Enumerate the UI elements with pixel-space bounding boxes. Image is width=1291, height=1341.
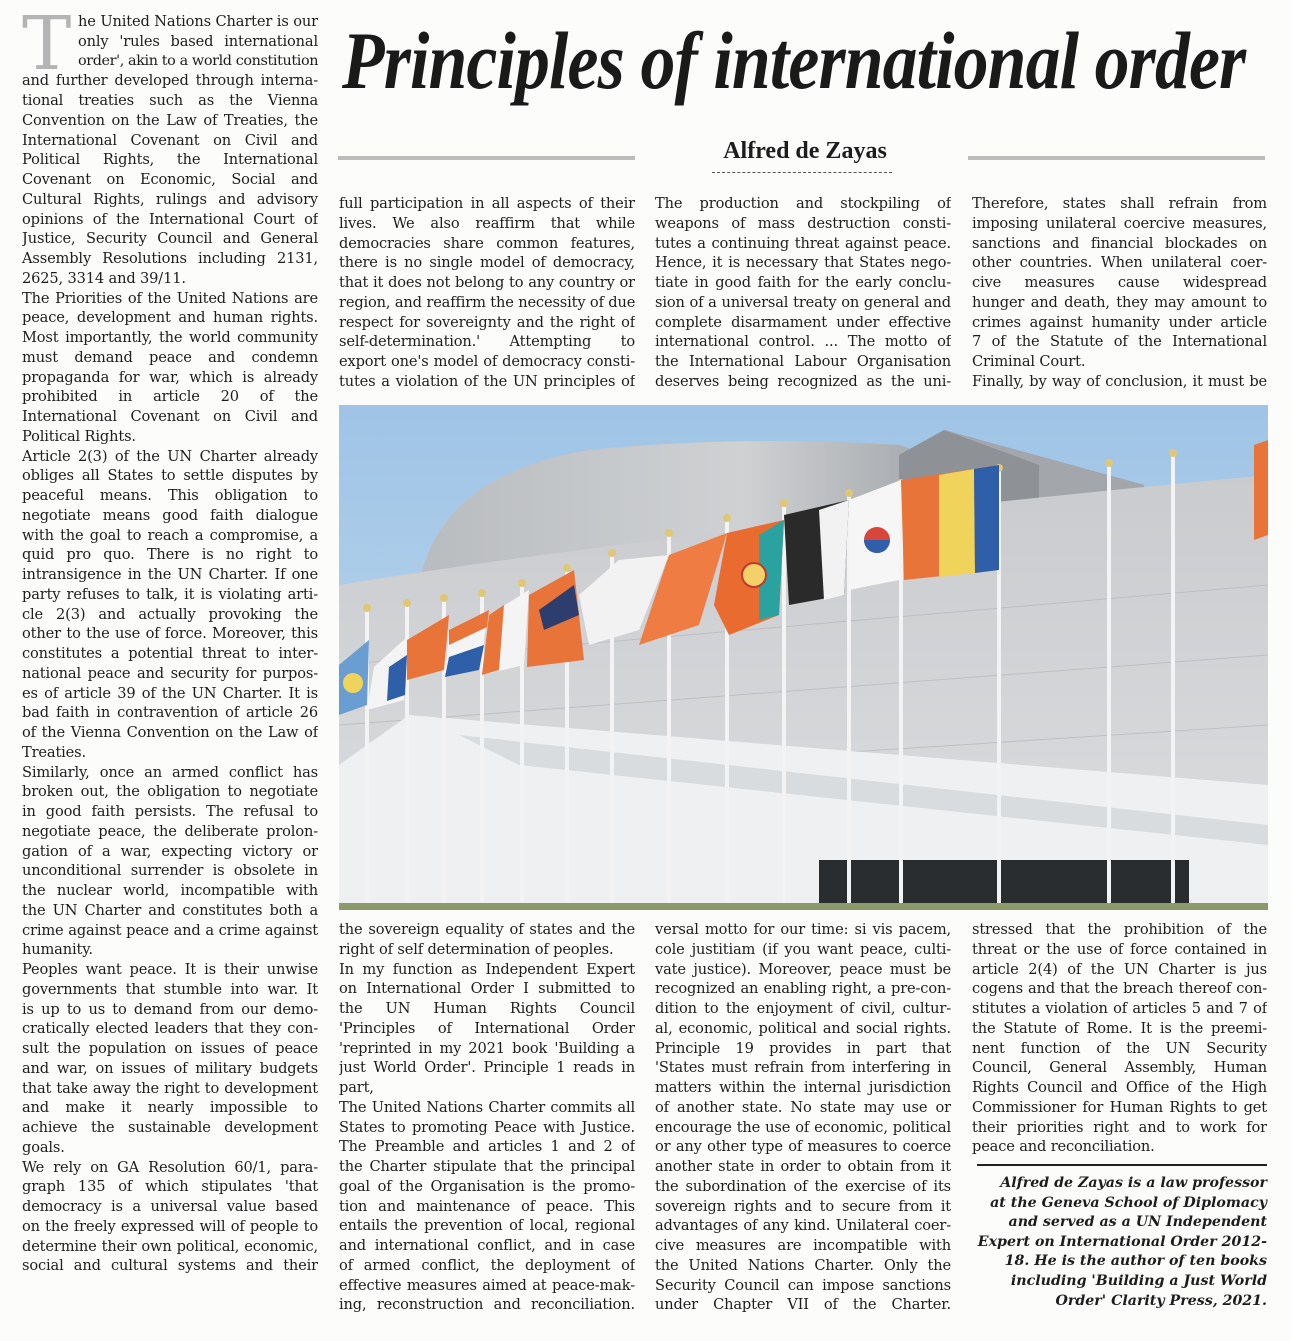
text-line: of the Vienna Convention on the Law of <box>22 724 318 741</box>
text-line: advantages of any kind. Unilateral coer- <box>655 1217 951 1235</box>
text-line: other to the use of force. Moreover, this <box>22 625 318 643</box>
text-line: and international conflict, and in case <box>339 1237 635 1254</box>
text-line: right of self determination of peoples. <box>339 940 614 958</box>
text-line: only 'rules based international <box>78 32 318 50</box>
text-line: Most importantly, the world community <box>22 329 318 346</box>
text-line: cole justitiam (if you want peace, culti- <box>655 940 951 958</box>
text-line: article 2(4) of the UN Charter is jus <box>972 960 1267 978</box>
tent-entrance <box>819 860 1189 910</box>
bio-divider <box>977 1164 1267 1166</box>
text-line: versal motto for our time: si vis pacem, <box>655 921 951 938</box>
text-line: Political Rights. <box>22 427 136 445</box>
text-line: in good faith persists. The refusal to <box>22 803 318 820</box>
bio-line: Order' Clarity Press, 2021. <box>1055 1292 1267 1309</box>
text-line: Similarly, once an armed conflict has <box>22 763 318 781</box>
text-line: with the goal to reach a compromise, a <box>22 526 318 544</box>
text-line: deserves being recognized as the uni- <box>655 372 951 390</box>
text-line: sovereign rights and to secure from it <box>655 1197 951 1215</box>
bio-line: 18. He is the author of ten books <box>1004 1253 1267 1270</box>
text-line: on the freely expressed will of people to <box>22 1217 318 1235</box>
text-line: 'Principles of International Order <box>339 1019 635 1037</box>
text-line: 'reprinted in my 2021 book 'Building a <box>339 1039 635 1057</box>
text-line: nent function of the UN Security <box>972 1039 1267 1057</box>
text-line: cratically elected leaders that they con- <box>22 1020 318 1038</box>
text-line: Criminal Court. <box>972 353 1086 370</box>
text-line: respect for sovereignty and the right of <box>339 313 635 331</box>
text-line: just World Order'. Principle 1 reads in <box>339 1059 635 1077</box>
text-line: unconditional surrender is obsolete in <box>22 862 318 880</box>
text-line: another state in order to obtain from it <box>655 1158 951 1175</box>
ground <box>339 903 1268 910</box>
text-line: prohibited in article 20 of the <box>22 388 318 406</box>
text-line: propaganda for war, which is already <box>22 368 318 386</box>
text-line: broken out, the obligation to negotiate <box>22 783 318 801</box>
text-line: self-determination.' Attempting to <box>339 333 635 351</box>
text-line: achieve the sustainable development <box>22 1119 318 1136</box>
text-line: order', akin to a world constitution <box>78 52 318 69</box>
text-line: party refuses to talk, it is violating arti- <box>22 585 318 603</box>
text-line: crime against peace and a crime against <box>22 921 318 939</box>
text-line: 2625, 3314 and 39/11. <box>22 269 186 287</box>
byline-rule-right <box>968 156 1265 160</box>
text-line: opinions of the International Court of <box>22 210 318 228</box>
text-line: he United Nations Charter is our <box>78 13 318 30</box>
text-line: tutes a violation of the UN principles of <box>339 372 635 390</box>
article-column-4-bottom <box>972 920 1267 1157</box>
bio-line: Alfred de Zayas is a law professor <box>1000 1175 1267 1191</box>
article-column-1 <box>22 1 318 1276</box>
text-line: goal of the Organisation is the promo- <box>339 1177 635 1195</box>
text-line: In my function as Independent Expert <box>339 960 635 978</box>
text-line: Political Rights, the International <box>22 151 318 169</box>
text-line: lives. We also reaffirm that while <box>339 214 635 232</box>
text-line: Rights Council and Office of the High <box>972 1079 1267 1096</box>
text-line: the UN Human Rights Council <box>339 1000 635 1017</box>
text-line: democracy is a universal value based <box>22 1198 318 1215</box>
text-line: tional treaties such as the Vienna <box>22 92 318 109</box>
text-line: vate justice). Moreover, peace must be <box>655 960 951 978</box>
text-line: Commissioner for Human Rights to get <box>972 1098 1267 1116</box>
headline: Principles of international order <box>342 15 1246 106</box>
text-line: national peace and security for purpos- <box>22 664 318 682</box>
photo-un-flags <box>339 405 1268 910</box>
article-column-2-top <box>339 194 635 392</box>
text-line: Justice, Security Council and General <box>22 230 318 248</box>
text-line: Assembly Resolutions including 2131, <box>22 250 318 267</box>
text-line: ing, reconstruction and reconciliation. <box>339 1296 635 1314</box>
text-line: goals. <box>22 1138 65 1156</box>
text-line: weapons of mass destruction consti- <box>655 214 951 232</box>
text-line: al, economic, political and social rights. <box>655 1019 951 1037</box>
text-line: humanity. <box>22 941 93 959</box>
photo-illustration <box>339 405 1268 910</box>
text-line: is up to us to demand from our demo- <box>22 1000 318 1018</box>
text-line: the United Nations Charter. Only the <box>655 1256 951 1274</box>
text-line: of armed conflict, the deployment of <box>339 1256 635 1274</box>
text-line: entails the prevention of local, regional <box>339 1217 635 1235</box>
text-line: democracies share common features, <box>339 234 635 252</box>
text-line: peace and reconciliation. <box>972 1138 1155 1156</box>
text-line: hunger and death, they may amount to <box>972 293 1267 311</box>
text-line: Hence, it is necessary that States nego- <box>655 254 951 272</box>
text-line: cogens and that the breach thereof con- <box>972 980 1267 998</box>
text-line: of another state. No state may use or <box>655 1098 951 1116</box>
text-line: graph 135 of which stipulates 'that <box>22 1178 318 1196</box>
text-line: bad faith in contravention of article 26 <box>22 704 318 722</box>
text-line: sult the population on issues of peace <box>22 1040 318 1057</box>
article-column-2-bottom <box>339 920 635 1315</box>
text-line: on International Order I submitted to <box>339 980 635 998</box>
text-line: The production and stockpiling of <box>655 195 951 212</box>
text-line: that it does not belong to any country or <box>339 274 635 291</box>
text-line: part, <box>339 1079 374 1096</box>
text-line: Finally, by way of conclusion, it must be <box>972 372 1267 390</box>
text-line: matters within the internal jurisdiction <box>655 1079 951 1096</box>
text-line: obliges all States to settle disputes by <box>22 467 318 485</box>
text-line: their priorities right and to work for <box>972 1118 1267 1136</box>
text-line: and further developed through interna- <box>22 72 318 90</box>
text-line: The Preamble and articles 1 and 2 of <box>339 1138 635 1156</box>
article-column-4-top <box>972 194 1267 392</box>
text-line: the nuclear world, incompatible with <box>22 882 318 899</box>
bio-line: at the Geneva School of Diplomacy <box>990 1194 1267 1211</box>
text-line: stressed that the prohibition of the <box>972 921 1267 938</box>
text-line: quid pro quo. There is no right to <box>22 546 318 564</box>
text-line: cive measures are incompatible with <box>655 1237 951 1254</box>
flag-edge <box>1254 440 1268 540</box>
text-line: that take away the right to development <box>22 1079 318 1097</box>
text-line: States to promoting Peace with Justice. <box>339 1118 635 1136</box>
text-line: Cultural Rights, rulings and advisory <box>22 190 318 208</box>
text-line: peace, development and human rights. <box>22 309 318 327</box>
author-bio <box>966 1174 1267 1311</box>
byline-dashed-divider <box>712 172 892 173</box>
article-column-3-bottom <box>655 920 951 1315</box>
text-line: International Covenant on Civil and <box>22 131 318 149</box>
text-line: determine their own political, economic, <box>22 1237 318 1255</box>
text-line: dition to the enjoyment of civil, cultur- <box>655 1000 951 1017</box>
bio-line: and served as a UN Independent <box>1008 1214 1267 1231</box>
text-line: tutes a continuing threat against peace. <box>655 234 951 252</box>
text-line: Treaties. <box>22 743 86 761</box>
text-line: full participation in all aspects of their <box>339 195 635 212</box>
text-line: 'States must refrain from interfering in <box>655 1059 951 1077</box>
text-line: Article 2(3) of the UN Charter already <box>22 447 318 465</box>
text-line: and war, on issues of military budgets <box>22 1059 318 1077</box>
text-line: International Covenant on Civil and <box>22 408 318 425</box>
text-line: tiate in good faith for the early conclu- <box>655 274 951 291</box>
text-line: Convention on the Law of Treaties, the <box>22 111 318 129</box>
text-line: other countries. When unilateral coer- <box>972 254 1267 272</box>
text-line: negotiate peace, the deliberate prolon- <box>22 822 318 840</box>
text-line: recognized an enabling right, a pre-con- <box>655 980 951 998</box>
text-line: We rely on GA Resolution 60/1, para- <box>22 1158 318 1176</box>
byline: Alfred de Zayas <box>723 138 887 164</box>
text-line: crimes against humanity under article <box>972 313 1267 331</box>
text-line: there is no single model of democracy, <box>339 254 635 272</box>
byline-rule-left <box>338 156 635 160</box>
text-line: imposing unilateral coercive measures, <box>972 214 1267 232</box>
dropcap-letter: T <box>22 1 72 87</box>
text-line: must demand peace and condemn <box>22 348 318 366</box>
text-line: stitutes a violation of articles 5 and 7 of <box>972 1000 1267 1017</box>
text-line: intransigence in the UN Charter. If one <box>22 566 318 583</box>
text-line: effective measures aimed at peace-mak- <box>339 1276 635 1294</box>
text-line: sanctions and financial blockades on <box>972 234 1267 252</box>
text-line: threat or the use of force contained in <box>972 940 1267 958</box>
text-line: Security Council can impose sanctions <box>655 1276 951 1294</box>
bio-line: including 'Building a Just World <box>1010 1272 1267 1289</box>
text-line: es of article 39 of the UN Charter. It is <box>22 684 318 702</box>
text-line: the Charter stipulate that the principal <box>339 1158 635 1175</box>
text-line: Council, General Assembly, Human <box>972 1059 1267 1077</box>
text-line: Therefore, states shall refrain from <box>972 195 1267 212</box>
text-line: social and cultural systems and their <box>22 1257 318 1275</box>
text-line: 7 of the Statute of the International <box>972 333 1267 351</box>
text-line: The Priorities of the United Nations are <box>22 289 318 307</box>
text-line: negotiate means good faith dialogue <box>22 506 318 524</box>
text-line: encourage the use of economic, political <box>655 1118 951 1136</box>
text-line: under Chapter VII of the Charter. <box>655 1296 951 1314</box>
text-line: the subordination of the exercise of its <box>655 1177 951 1195</box>
text-line: sion of a universal treaty on general and <box>655 293 951 311</box>
text-line: constitutes a potential threat to inter- <box>22 645 318 662</box>
text-line: governments that stumble into war. It <box>22 980 318 998</box>
text-line: gation of a war, expecting victory or <box>22 842 318 860</box>
text-line: Peoples want peace. It is their unwise <box>22 961 318 978</box>
text-line: Principle 19 provides in part that <box>655 1039 951 1057</box>
text-line: complete disarmament under effective <box>655 313 951 331</box>
text-line: region, and reaffirm the necessity of due <box>339 293 635 311</box>
bio-line: Expert on International Order 2012- <box>977 1233 1267 1250</box>
text-line: peaceful means. This obligation to <box>22 487 318 504</box>
text-line: and make it nearly impossible to <box>22 1099 318 1117</box>
article-column-3-top <box>655 194 951 392</box>
text-line: The United Nations Charter commits all <box>339 1098 635 1116</box>
text-line: the sovereign equality of states and the <box>339 921 635 938</box>
text-line: the UN Charter and constitutes both a <box>22 901 318 919</box>
text-line: cle 2(3) and actually provoking the <box>22 605 318 623</box>
text-line: cive measures cause widespread <box>972 274 1267 291</box>
text-line: or any other type of measures to coerce <box>655 1138 951 1156</box>
text-line: Covenant on Economic, Social and <box>22 171 318 188</box>
text-line: the International Labour Organisation <box>655 353 951 370</box>
text-line: export one's model of democracy consti- <box>339 353 635 370</box>
text-line: the Statute of Rome. It is the preemi- <box>972 1019 1267 1037</box>
text-line: tion and maintenance of peace. This <box>339 1197 635 1215</box>
text-line: international control. ... The motto of <box>655 333 951 351</box>
